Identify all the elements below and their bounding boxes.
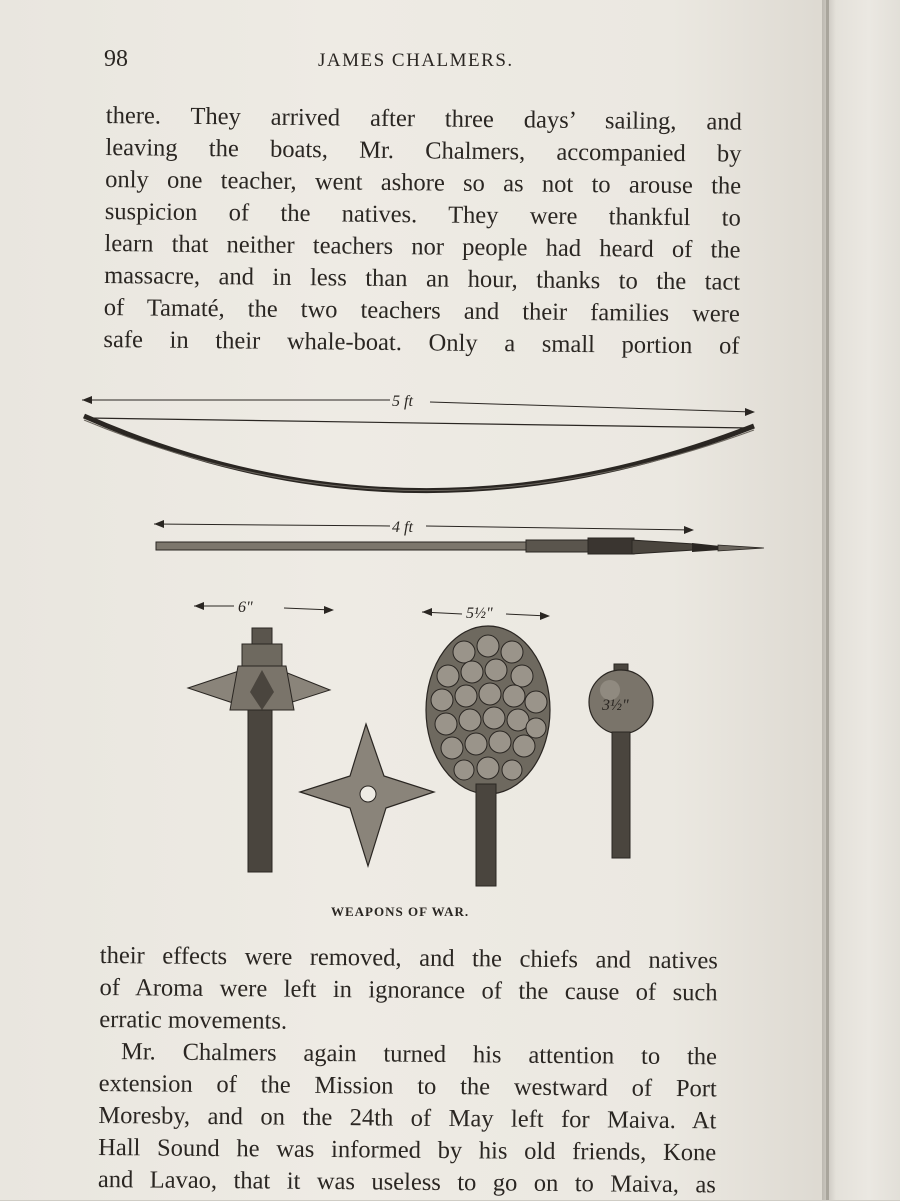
text-line: suspicion of the natives. They were thankful to bbox=[104, 197, 741, 232]
text-line: Moresby, and on the 24th of May left for Maiva. At bbox=[98, 1101, 717, 1135]
star-club-width-label: 6" bbox=[238, 599, 253, 616]
ball-club-drawing bbox=[589, 664, 653, 858]
text-line: only one teacher, went ashore so as not to arouse the bbox=[105, 165, 742, 200]
text-line: of Tamaté, the two teachers and their families were bbox=[103, 293, 740, 328]
star-stone-drawing bbox=[300, 724, 434, 866]
figure-caption: WEAPONS OF WAR. bbox=[331, 904, 470, 919]
spear-drawing bbox=[154, 519, 764, 554]
text-line: extension of the Mission to the westward of Port bbox=[98, 1069, 717, 1103]
text-line: massacre, and in less than an hour, thanks to the tact bbox=[104, 261, 741, 296]
text-line: Mr. Chalmers again turned his attention to the bbox=[120, 1038, 718, 1071]
text-line: learn that neither teachers nor people had heard of the bbox=[104, 229, 741, 264]
text-line: of Aroma were left in ignorance of the cause of such bbox=[99, 973, 718, 1007]
pineapple-club-drawing bbox=[422, 605, 550, 886]
running-head: JAMES CHALMERS. bbox=[318, 50, 514, 71]
weapons-illustration bbox=[70, 380, 770, 900]
page-edge-shadow bbox=[826, 0, 829, 1200]
star-club-drawing bbox=[188, 599, 334, 872]
bow-length-label: 5 ft bbox=[392, 393, 413, 410]
ball-club-width-label: 3½" bbox=[602, 697, 629, 714]
spear-length-label: 4 ft bbox=[392, 519, 413, 536]
text-line: leaving the boats, Mr. Chalmers, accompanied by bbox=[105, 133, 742, 168]
top-paragraph bbox=[103, 100, 742, 363]
pineapple-club-width-label: 5½" bbox=[466, 605, 493, 622]
text-line: and Lavao, that it was useless to go on to Maiva, as bbox=[97, 1165, 717, 1199]
text-line: Hall Sound he was informed by his old friends, Kone bbox=[98, 1133, 717, 1167]
bottom-paragraphs bbox=[98, 940, 718, 1201]
bow-drawing bbox=[82, 393, 755, 491]
text-line: there. They arrived after three days’ sailing, and bbox=[105, 101, 742, 136]
text-line: safe in their whale-boat. Only a small portion of bbox=[103, 325, 740, 360]
page-header bbox=[104, 46, 744, 80]
text-line: erratic movements. bbox=[99, 1005, 288, 1035]
text-line: their effects were removed, and the chiefs and natives bbox=[99, 941, 718, 975]
page-number: 98 bbox=[104, 46, 128, 72]
adjacent-page-edge bbox=[822, 0, 900, 1200]
